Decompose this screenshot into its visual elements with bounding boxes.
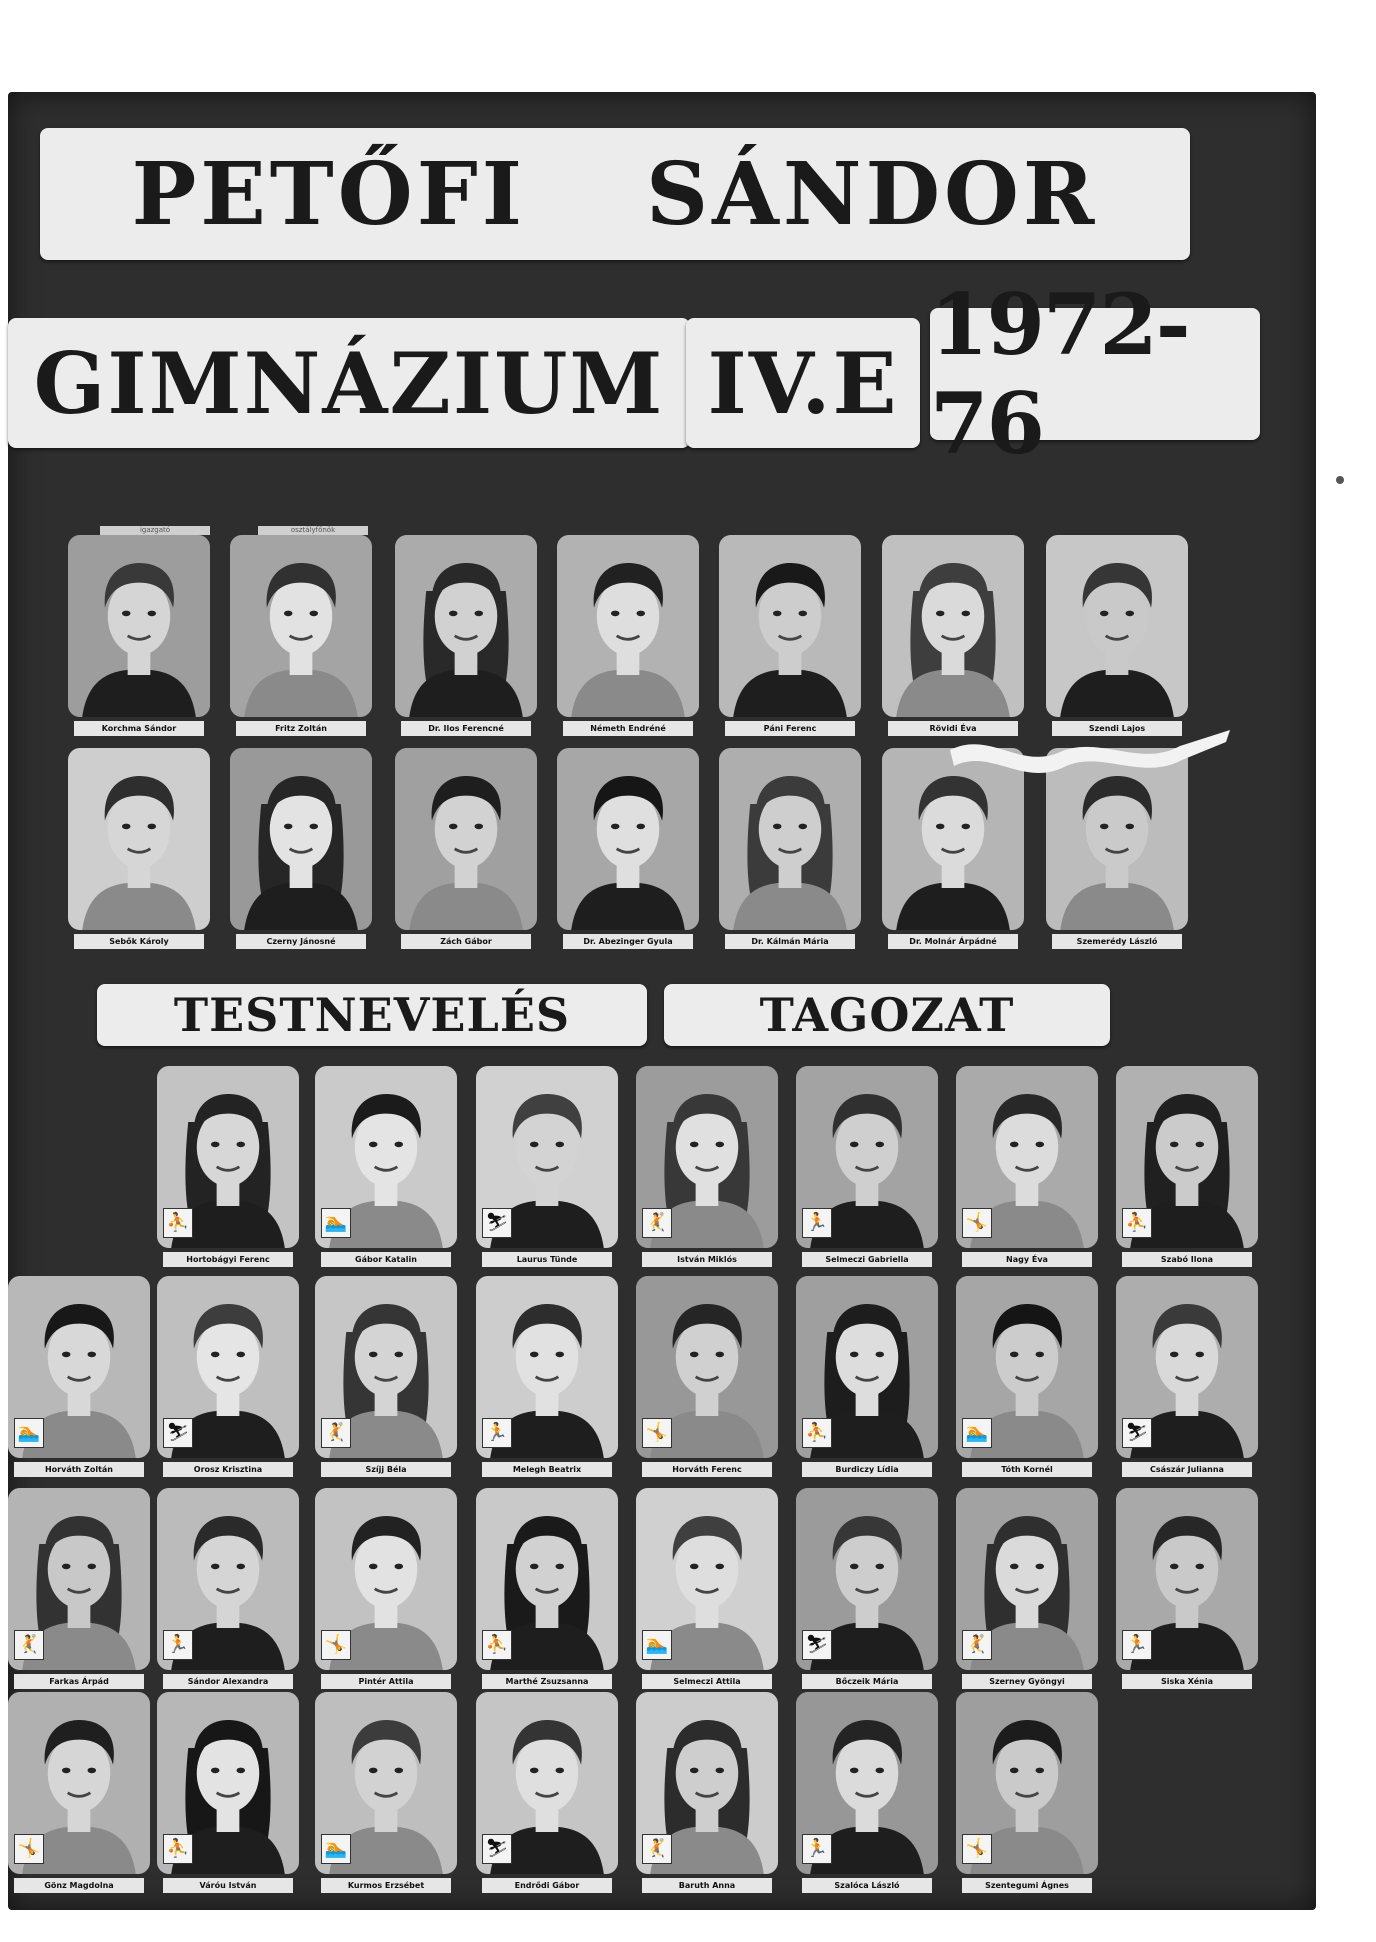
name-caption: Szabó Ilona <box>1122 1252 1252 1267</box>
student-portrait <box>636 1488 778 1688</box>
teacher-portrait <box>719 748 861 948</box>
title-line-1 <box>40 128 1190 260</box>
name-caption: Sándor Alexandra <box>163 1674 293 1689</box>
portrait-photo <box>719 535 861 717</box>
name-caption: Gábor Katalin <box>321 1252 451 1267</box>
name-caption: Nagy Éva <box>962 1252 1092 1267</box>
name-caption: Páni Ferenc <box>725 721 855 736</box>
name-caption: Váróu István <box>163 1878 293 1893</box>
student-portrait <box>476 1066 618 1266</box>
student-portrait <box>1116 1276 1258 1476</box>
name-caption: Dr. Kálmán Mária <box>725 934 855 949</box>
student-portrait <box>476 1276 618 1476</box>
name-caption: Dr. Molnár Árpádné <box>888 934 1018 949</box>
sport-pictogram-icon: 🤾 <box>14 1630 44 1660</box>
name-caption: István Miklós <box>642 1252 772 1267</box>
sport-pictogram-icon: 🤾 <box>962 1630 992 1660</box>
name-caption: Laurus Tünde <box>482 1252 612 1267</box>
name-caption: Rövidi Éva <box>888 721 1018 736</box>
student-portrait <box>956 1692 1098 1892</box>
subtitle-tagozat: TAGOZAT <box>664 984 1110 1046</box>
sport-pictogram-icon: 🏊 <box>14 1418 44 1448</box>
name-caption: Korchma Sándor <box>74 721 204 736</box>
portrait-photo <box>230 535 372 717</box>
teacher-portrait <box>557 535 699 735</box>
student-portrait <box>636 1692 778 1892</box>
portrait-photo <box>557 748 699 930</box>
name-caption: Selmeczi Attila <box>642 1674 772 1689</box>
sport-pictogram-icon: ⛷ <box>482 1834 512 1864</box>
student-portrait <box>157 1066 299 1266</box>
portrait-photo <box>395 748 537 930</box>
student-portrait <box>8 1692 150 1892</box>
sport-pictogram-icon: ⛹ <box>1122 1208 1152 1238</box>
sport-pictogram-icon: 🤸 <box>321 1630 351 1660</box>
name-caption: Szentegumi Ágnes <box>962 1878 1092 1893</box>
student-portrait <box>796 1066 938 1266</box>
student-portrait <box>315 1488 457 1688</box>
sport-pictogram-icon: ⛹ <box>163 1834 193 1864</box>
sport-pictogram-icon: 🏃 <box>802 1834 832 1864</box>
name-caption: Melegh Beatrix <box>482 1462 612 1477</box>
name-caption: Szíjj Béla <box>321 1462 451 1477</box>
student-portrait <box>315 1692 457 1892</box>
teacher-portrait <box>557 748 699 948</box>
sport-pictogram-icon: ⛷ <box>802 1630 832 1660</box>
student-portrait <box>8 1276 150 1476</box>
sport-pictogram-icon: 🏃 <box>163 1630 193 1660</box>
name-caption: Tóth Kornél <box>962 1462 1092 1477</box>
name-caption: Pintér Attila <box>321 1674 451 1689</box>
student-portrait <box>796 1276 938 1476</box>
student-portrait <box>956 1488 1098 1688</box>
sport-pictogram-icon: 🏃 <box>802 1208 832 1238</box>
student-portrait <box>476 1692 618 1892</box>
sport-pictogram-icon: 🏊 <box>321 1834 351 1864</box>
student-portrait <box>476 1488 618 1688</box>
name-caption: Szerney Gyöngyi <box>962 1674 1092 1689</box>
sport-pictogram-icon: ⛷ <box>163 1418 193 1448</box>
student-portrait <box>157 1692 299 1892</box>
name-caption: Gönz Magdolna <box>14 1878 144 1893</box>
sport-pictogram-icon: ⛷ <box>1122 1418 1152 1448</box>
name-caption: Burdiczy Lídia <box>802 1462 932 1477</box>
name-caption: Hortobágyi Ferenc <box>163 1252 293 1267</box>
name-caption: Fritz Zoltán <box>236 721 366 736</box>
name-caption: Czerny Jánosné <box>236 934 366 949</box>
title-word-gimnazium: GIMNÁZIUM <box>8 318 690 448</box>
portrait-photo <box>557 535 699 717</box>
teacher-portrait <box>230 748 372 948</box>
student-portrait <box>8 1488 150 1688</box>
name-caption: Császár Julianna <box>1122 1462 1252 1477</box>
name-caption: Horváth Ferenc <box>642 1462 772 1477</box>
name-caption: Marthé Zsuzsanna <box>482 1674 612 1689</box>
name-caption: Farkas Árpád <box>14 1674 144 1689</box>
name-caption: Zách Gábor <box>401 934 531 949</box>
teacher-portrait <box>230 535 372 735</box>
name-caption: Kurmos Erzsébet <box>321 1878 451 1893</box>
sport-pictogram-icon: 🏃 <box>1122 1630 1152 1660</box>
student-portrait <box>1116 1488 1258 1688</box>
name-caption: Siska Xénia <box>1122 1674 1252 1689</box>
teacher-portrait <box>719 535 861 735</box>
teacher-portrait <box>395 535 537 735</box>
student-portrait <box>636 1066 778 1266</box>
student-portrait <box>157 1488 299 1688</box>
name-caption: Baruth Anna <box>642 1878 772 1893</box>
sport-pictogram-icon: 🤾 <box>321 1418 351 1448</box>
name-caption: Selmeczi Gabriella <box>802 1252 932 1267</box>
sport-pictogram-icon: ⛹ <box>802 1418 832 1448</box>
role-tag: igazgató <box>100 526 210 535</box>
student-portrait <box>956 1276 1098 1476</box>
name-caption: Németh Endréné <box>563 721 693 736</box>
pin-hole <box>1336 476 1344 484</box>
name-caption: Szemerédy László <box>1052 934 1182 949</box>
name-caption: Endrődi Gábor <box>482 1878 612 1893</box>
name-caption: Szalóca László <box>802 1878 932 1893</box>
name-caption: Szendi Lajos <box>1052 721 1182 736</box>
torn-paper-mark <box>950 690 1230 860</box>
sport-pictogram-icon: 🤸 <box>642 1418 672 1448</box>
sport-pictogram-icon: 🏊 <box>962 1418 992 1448</box>
sport-pictogram-icon: 🏊 <box>642 1630 672 1660</box>
student-portrait <box>636 1276 778 1476</box>
portrait-photo <box>68 748 210 930</box>
teacher-portrait <box>395 748 537 948</box>
student-portrait <box>1116 1066 1258 1266</box>
student-portrait <box>796 1488 938 1688</box>
sport-pictogram-icon: 🤸 <box>14 1834 44 1864</box>
title-word-petofi: PETŐFI <box>131 143 526 245</box>
student-portrait <box>796 1692 938 1892</box>
sport-pictogram-icon: 🤾 <box>642 1208 672 1238</box>
sport-pictogram-icon: 🤸 <box>962 1208 992 1238</box>
portrait-photo <box>719 748 861 930</box>
sport-pictogram-icon: 🤾 <box>642 1834 672 1864</box>
sport-pictogram-icon: ⛹ <box>482 1630 512 1660</box>
student-portrait <box>315 1066 457 1266</box>
teacher-portrait <box>68 535 210 735</box>
sport-pictogram-icon: ⛹ <box>163 1208 193 1238</box>
student-portrait <box>157 1276 299 1476</box>
teacher-portrait <box>68 748 210 948</box>
role-tag: osztályfőnök <box>258 526 368 535</box>
name-caption: Horváth Zoltán <box>14 1462 144 1477</box>
name-caption: Bőczeik Mária <box>802 1674 932 1689</box>
portrait-photo <box>395 535 537 717</box>
sport-pictogram-icon: 🏃 <box>482 1418 512 1448</box>
name-caption: Orosz Krisztina <box>163 1462 293 1477</box>
sport-pictogram-icon: 🤸 <box>962 1834 992 1864</box>
title-word-years: 1972-76 <box>930 308 1260 440</box>
name-caption: Dr. Ilos Ferencné <box>401 721 531 736</box>
student-portrait <box>956 1066 1098 1266</box>
portrait-photo <box>68 535 210 717</box>
portrait-photo <box>230 748 372 930</box>
title-word-class: IV.E <box>686 318 920 448</box>
title-word-sandor: SÁNDOR <box>646 143 1099 245</box>
name-caption: Dr. Abezinger Gyula <box>563 934 693 949</box>
sport-pictogram-icon: ⛷ <box>482 1208 512 1238</box>
sport-pictogram-icon: 🏊 <box>321 1208 351 1238</box>
name-caption: Sebők Károly <box>74 934 204 949</box>
student-portrait <box>315 1276 457 1476</box>
subtitle-testneveles: TESTNEVELÉS <box>97 984 647 1046</box>
